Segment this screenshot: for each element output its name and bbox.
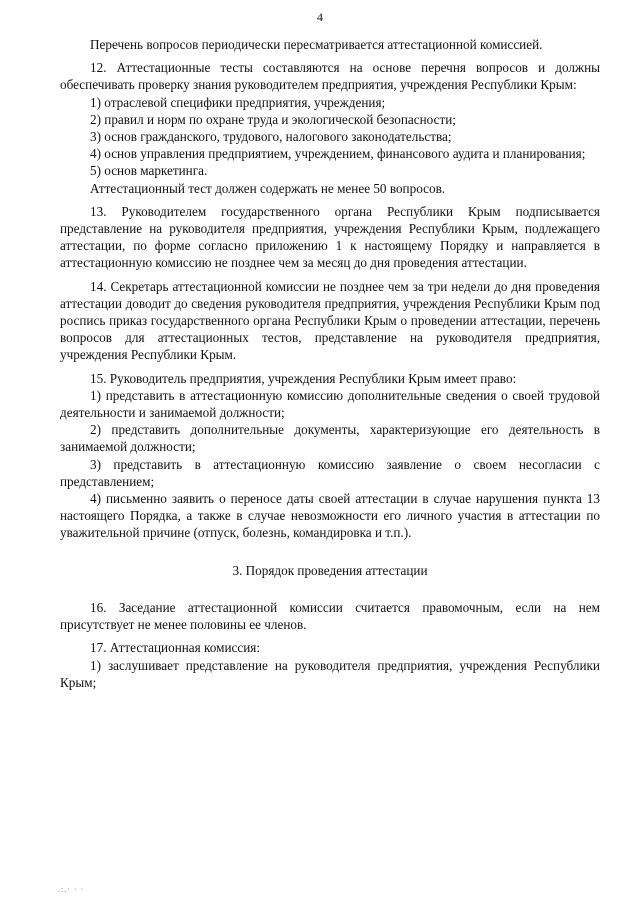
- test-requirement: Аттестационный тест должен содержать не менее 50 вопросов.: [90, 180, 446, 196]
- page-number: 4: [317, 10, 323, 24]
- footer-mark: .:.· · ·: [58, 885, 85, 894]
- list-item-15-3: 3) представить в аттестационную комиссию заявление о своем несогласии с представлением;: [60, 456, 600, 489]
- list-item-12-2: 2) правил и норм по охране труда и экологической безопасности;: [90, 111, 456, 127]
- paragraph-16: 16. Заседание аттестационной комиссии считается правомочным, если на нем присутствует не менее половины ее членов.: [60, 599, 600, 633]
- list-item-15-1: 1) представить в аттестационную комиссию дополнительные сведения о своей трудовой деятельности и занимаемой должности;: [60, 387, 600, 421]
- list-item-12-1: 1) отраслевой специфики предприятия, учреждения;: [90, 94, 386, 110]
- paragraph-17: 17. Аттестационная комиссия:: [90, 640, 261, 656]
- paragraph-intro: Перечень вопросов периодически пересматривается аттестационной комиссией.: [90, 37, 543, 52]
- paragraph-14: 14. Секретарь аттестационной комиссии не позднее чем за три недели до дня проведения аттестации доводит до сведения руководителя предприятия, учреждения Республики Крым под роспись приказ государственного органа Республики Крым о проведении аттестации, перечень вопросов для аттестационных тестов, представление на руководителя предприятия, учреждения Республики Крым.: [60, 278, 600, 363]
- document-body: [60, 36, 600, 691]
- list-item-12-5: 5) основ маркетинга.: [90, 163, 208, 179]
- list-item-12-3: 3) основ гражданского, трудового, налогового законодательства;: [90, 129, 452, 145]
- list-item-12-4: 4) основ управления предприятием, учреждением, финансового аудита и планирования;: [90, 146, 586, 162]
- list-item-15-2: 2) представить дополнительные документы, характеризующие его деятельность в занимаемой должности;: [60, 422, 600, 455]
- list-item-15-4: 4) письменно заявить о переносе даты своей аттестации в случае нарушения пункта 13 настоящего Порядка, а также в случае невозможности его личного участия в аттестации по уважительной причине (отпуск, болезнь, командировка и т.п.).: [60, 491, 600, 541]
- paragraph-12: 12. Аттестационные тесты составляются на основе перечня вопросов и должны обеспечивать проверку знания руководителем предприятия, учреждения Республики Крым:: [60, 60, 600, 93]
- paragraph-13: 13. Руководителем государственного органа Республики Крым подписывается представление на руководителя предприятия, учреждения Республики Крым, подлежащего аттестации, по форме согласно приложению 1 к настоящему Порядку и направляется в аттестационную комиссию не позднее чем за месяц до дня проведения аттестации.: [60, 203, 600, 271]
- list-item-17-1: 1) заслушивает представление на руководителя предприятия, учреждения Республики Крым;: [60, 657, 600, 690]
- paragraph-15: 15. Руководитель предприятия, учреждения Республики Крым имеет право:: [90, 370, 517, 386]
- section-title: 3. Порядок проведения аттестации: [232, 562, 428, 578]
